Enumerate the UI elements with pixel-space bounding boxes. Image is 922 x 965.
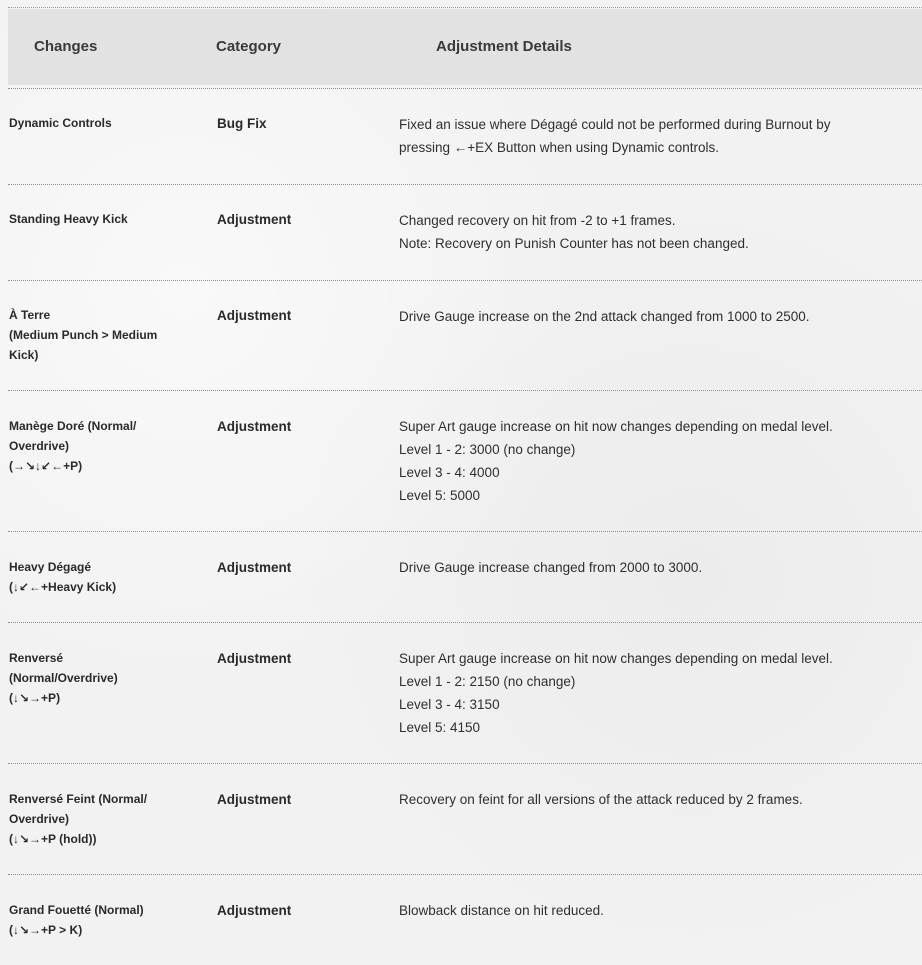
details-line: Drive Gauge increase changed from 2000 to 3000. bbox=[399, 560, 703, 575]
change-name bbox=[9, 416, 174, 476]
details-line: Level 1 - 2: 3000 (no change) bbox=[399, 442, 576, 457]
table-row bbox=[8, 88, 922, 184]
adjustment-details bbox=[399, 305, 919, 328]
change-line: Overdrive) bbox=[9, 812, 70, 826]
change-line: (→↘↓↙←+P) bbox=[9, 459, 83, 473]
details-line: Note: Recovery on Punish Counter has not been changed. bbox=[399, 236, 749, 251]
details-line: Blowback distance on hit reduced. bbox=[399, 903, 604, 918]
change-line: Kick) bbox=[9, 348, 39, 362]
change-line: (↓↘→+P > K) bbox=[9, 923, 83, 937]
change-line: Heavy Dégagé bbox=[9, 560, 92, 574]
category: Bug Fix bbox=[217, 116, 267, 131]
details-line: Super Art gauge increase on hit now changes depending on medal level. bbox=[399, 651, 833, 666]
table-row bbox=[8, 280, 922, 390]
row-divider bbox=[8, 280, 922, 281]
table-row bbox=[8, 622, 922, 763]
details-line: Level 1 - 2: 2150 (no change) bbox=[399, 674, 576, 689]
change-line: (↓↘→+P) bbox=[9, 691, 61, 705]
change-name bbox=[9, 209, 174, 229]
details-line: Fixed an issue where Dégagé could not be performed during Burnout by bbox=[399, 117, 831, 132]
header-adjustment-details: Adjustment Details bbox=[436, 38, 572, 55]
details-line: Super Art gauge increase on hit now changes depending on medal level. bbox=[399, 419, 833, 434]
change-name bbox=[9, 900, 174, 940]
row-divider bbox=[8, 531, 922, 532]
category: Adjustment bbox=[217, 560, 292, 575]
details-line: Level 3 - 4: 3150 bbox=[399, 697, 500, 712]
change-line: À Terre bbox=[9, 308, 51, 322]
category: Adjustment bbox=[217, 651, 292, 666]
adjustment-details bbox=[399, 788, 919, 811]
row-divider bbox=[8, 184, 922, 185]
adjustment-details bbox=[399, 113, 919, 159]
table-header bbox=[8, 9, 922, 85]
change-line: Overdrive) bbox=[9, 439, 70, 453]
change-line: Grand Fouetté (Normal) bbox=[9, 903, 144, 917]
change-name bbox=[9, 789, 174, 849]
change-name bbox=[9, 305, 174, 365]
adjustment-details bbox=[399, 556, 919, 579]
row-divider bbox=[8, 874, 922, 875]
category: Adjustment bbox=[217, 308, 292, 323]
adjustment-details bbox=[399, 209, 919, 255]
category: Adjustment bbox=[217, 792, 292, 807]
change-line: Standing Heavy Kick bbox=[9, 212, 128, 226]
change-line: (Medium Punch > Medium bbox=[9, 328, 158, 342]
table-row bbox=[8, 184, 922, 280]
change-name bbox=[9, 113, 174, 133]
category: Adjustment bbox=[217, 419, 292, 434]
table-row bbox=[8, 874, 922, 965]
change-line: Dynamic Controls bbox=[9, 116, 112, 130]
details-line: Level 3 - 4: 4000 bbox=[399, 465, 500, 480]
details-line: Level 5: 4150 bbox=[399, 720, 481, 735]
change-line: Renversé (Normal/Overdrive) bbox=[9, 651, 118, 685]
row-divider bbox=[8, 88, 922, 89]
category: Adjustment bbox=[217, 903, 292, 918]
table-row bbox=[8, 531, 922, 622]
change-line: Renversé Feint (Normal/ bbox=[9, 792, 148, 806]
details-line: pressing ←+EX Button when using Dynamic controls. bbox=[399, 140, 720, 155]
details-line: Level 5: 5000 bbox=[399, 488, 481, 503]
change-name bbox=[9, 648, 174, 708]
change-line: (↓↘→+P (hold)) bbox=[9, 832, 97, 846]
table-row bbox=[8, 763, 922, 874]
top-divider bbox=[8, 7, 922, 8]
change-name bbox=[9, 557, 174, 597]
adjustment-details bbox=[399, 899, 919, 922]
change-line: Manège Doré (Normal/ bbox=[9, 419, 137, 433]
row-divider bbox=[8, 763, 922, 764]
details-line: Drive Gauge increase on the 2nd attack changed from 1000 to 2500. bbox=[399, 309, 810, 324]
category: Adjustment bbox=[217, 212, 292, 227]
change-line: (↓↙←+Heavy Kick) bbox=[9, 580, 117, 594]
adjustment-details bbox=[399, 415, 919, 507]
header-category: Category bbox=[216, 38, 282, 55]
adjustment-details bbox=[399, 647, 919, 739]
details-line: Changed recovery on hit from -2 to +1 frames. bbox=[399, 213, 676, 228]
header-changes: Changes bbox=[34, 38, 98, 55]
row-divider bbox=[8, 390, 922, 391]
details-line: Recovery on feint for all versions of the attack reduced by 2 frames. bbox=[399, 792, 803, 807]
row-divider bbox=[8, 622, 922, 623]
table-row bbox=[8, 390, 922, 531]
